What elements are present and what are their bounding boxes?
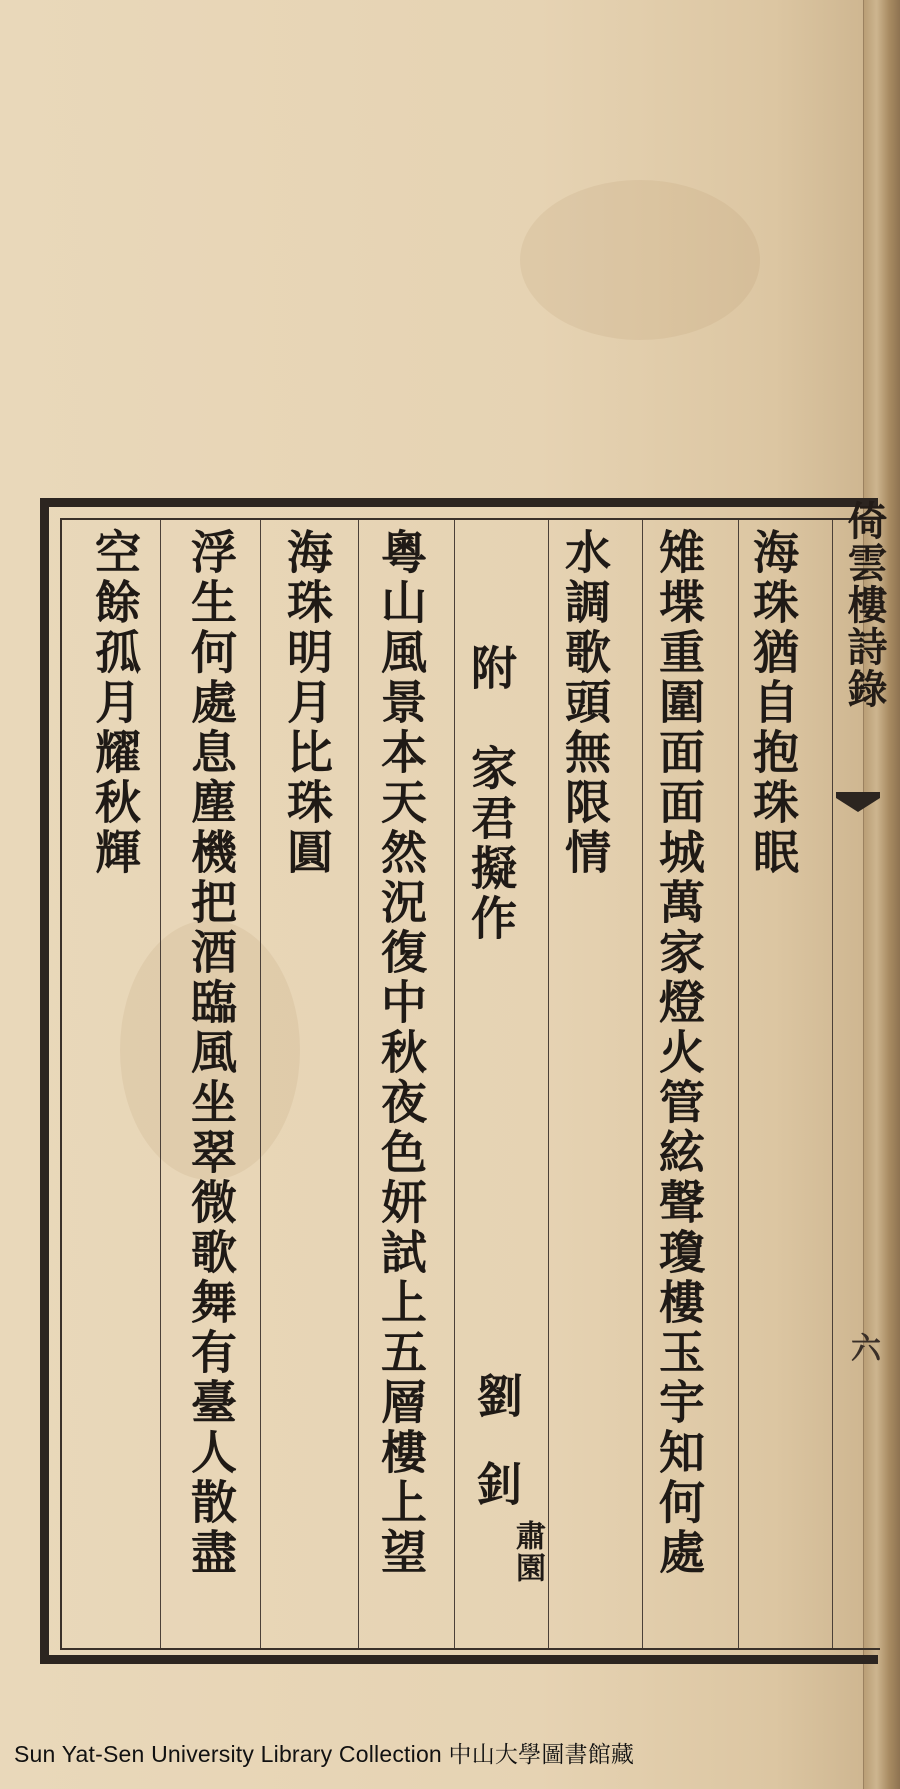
- column-rule: [454, 520, 455, 1648]
- text-column-5: 粵山風景本天然況復中秋夜色妍試上五層樓上望: [374, 528, 428, 1578]
- column-rule: [738, 520, 739, 1648]
- book-title-column: 倚雲樓詩錄: [841, 500, 888, 710]
- text-column-6: 海珠明月比珠圓: [280, 528, 334, 878]
- text-column-2: 雉堞重圍面面城萬家燈火管絃聲瓊樓玉宇知何處: [652, 528, 706, 1578]
- page-number: 六: [845, 1332, 880, 1362]
- text-column-1: 海珠猶自抱珠眠: [746, 528, 800, 878]
- fish-tail-mark: [836, 792, 880, 816]
- text-column-8: 空餘孤月耀秋輝: [88, 528, 142, 878]
- text-column-3: 水調歌頭無限情: [558, 528, 612, 878]
- text-column-4-surname: 劉: [470, 1372, 524, 1422]
- column-rule: [160, 520, 161, 1648]
- column-rule: [260, 520, 261, 1648]
- library-caption: Sun Yat-Sen University Library Collection 中山大學圖書館藏: [14, 1741, 635, 1767]
- author-name: 釗: [470, 1460, 524, 1510]
- column-rule: [358, 520, 359, 1648]
- text-column-7: 浮生何處息塵機把酒臨風坐翠微歌舞有臺人散盡: [184, 528, 238, 1578]
- text-column-4-heading: 附 家君擬作: [464, 644, 518, 944]
- column-rule: [642, 520, 643, 1648]
- column-rule: [548, 520, 549, 1648]
- paper-stain: [520, 180, 760, 340]
- author-courtesy-name: 肅園: [510, 1520, 545, 1584]
- column-rule: [832, 520, 833, 1648]
